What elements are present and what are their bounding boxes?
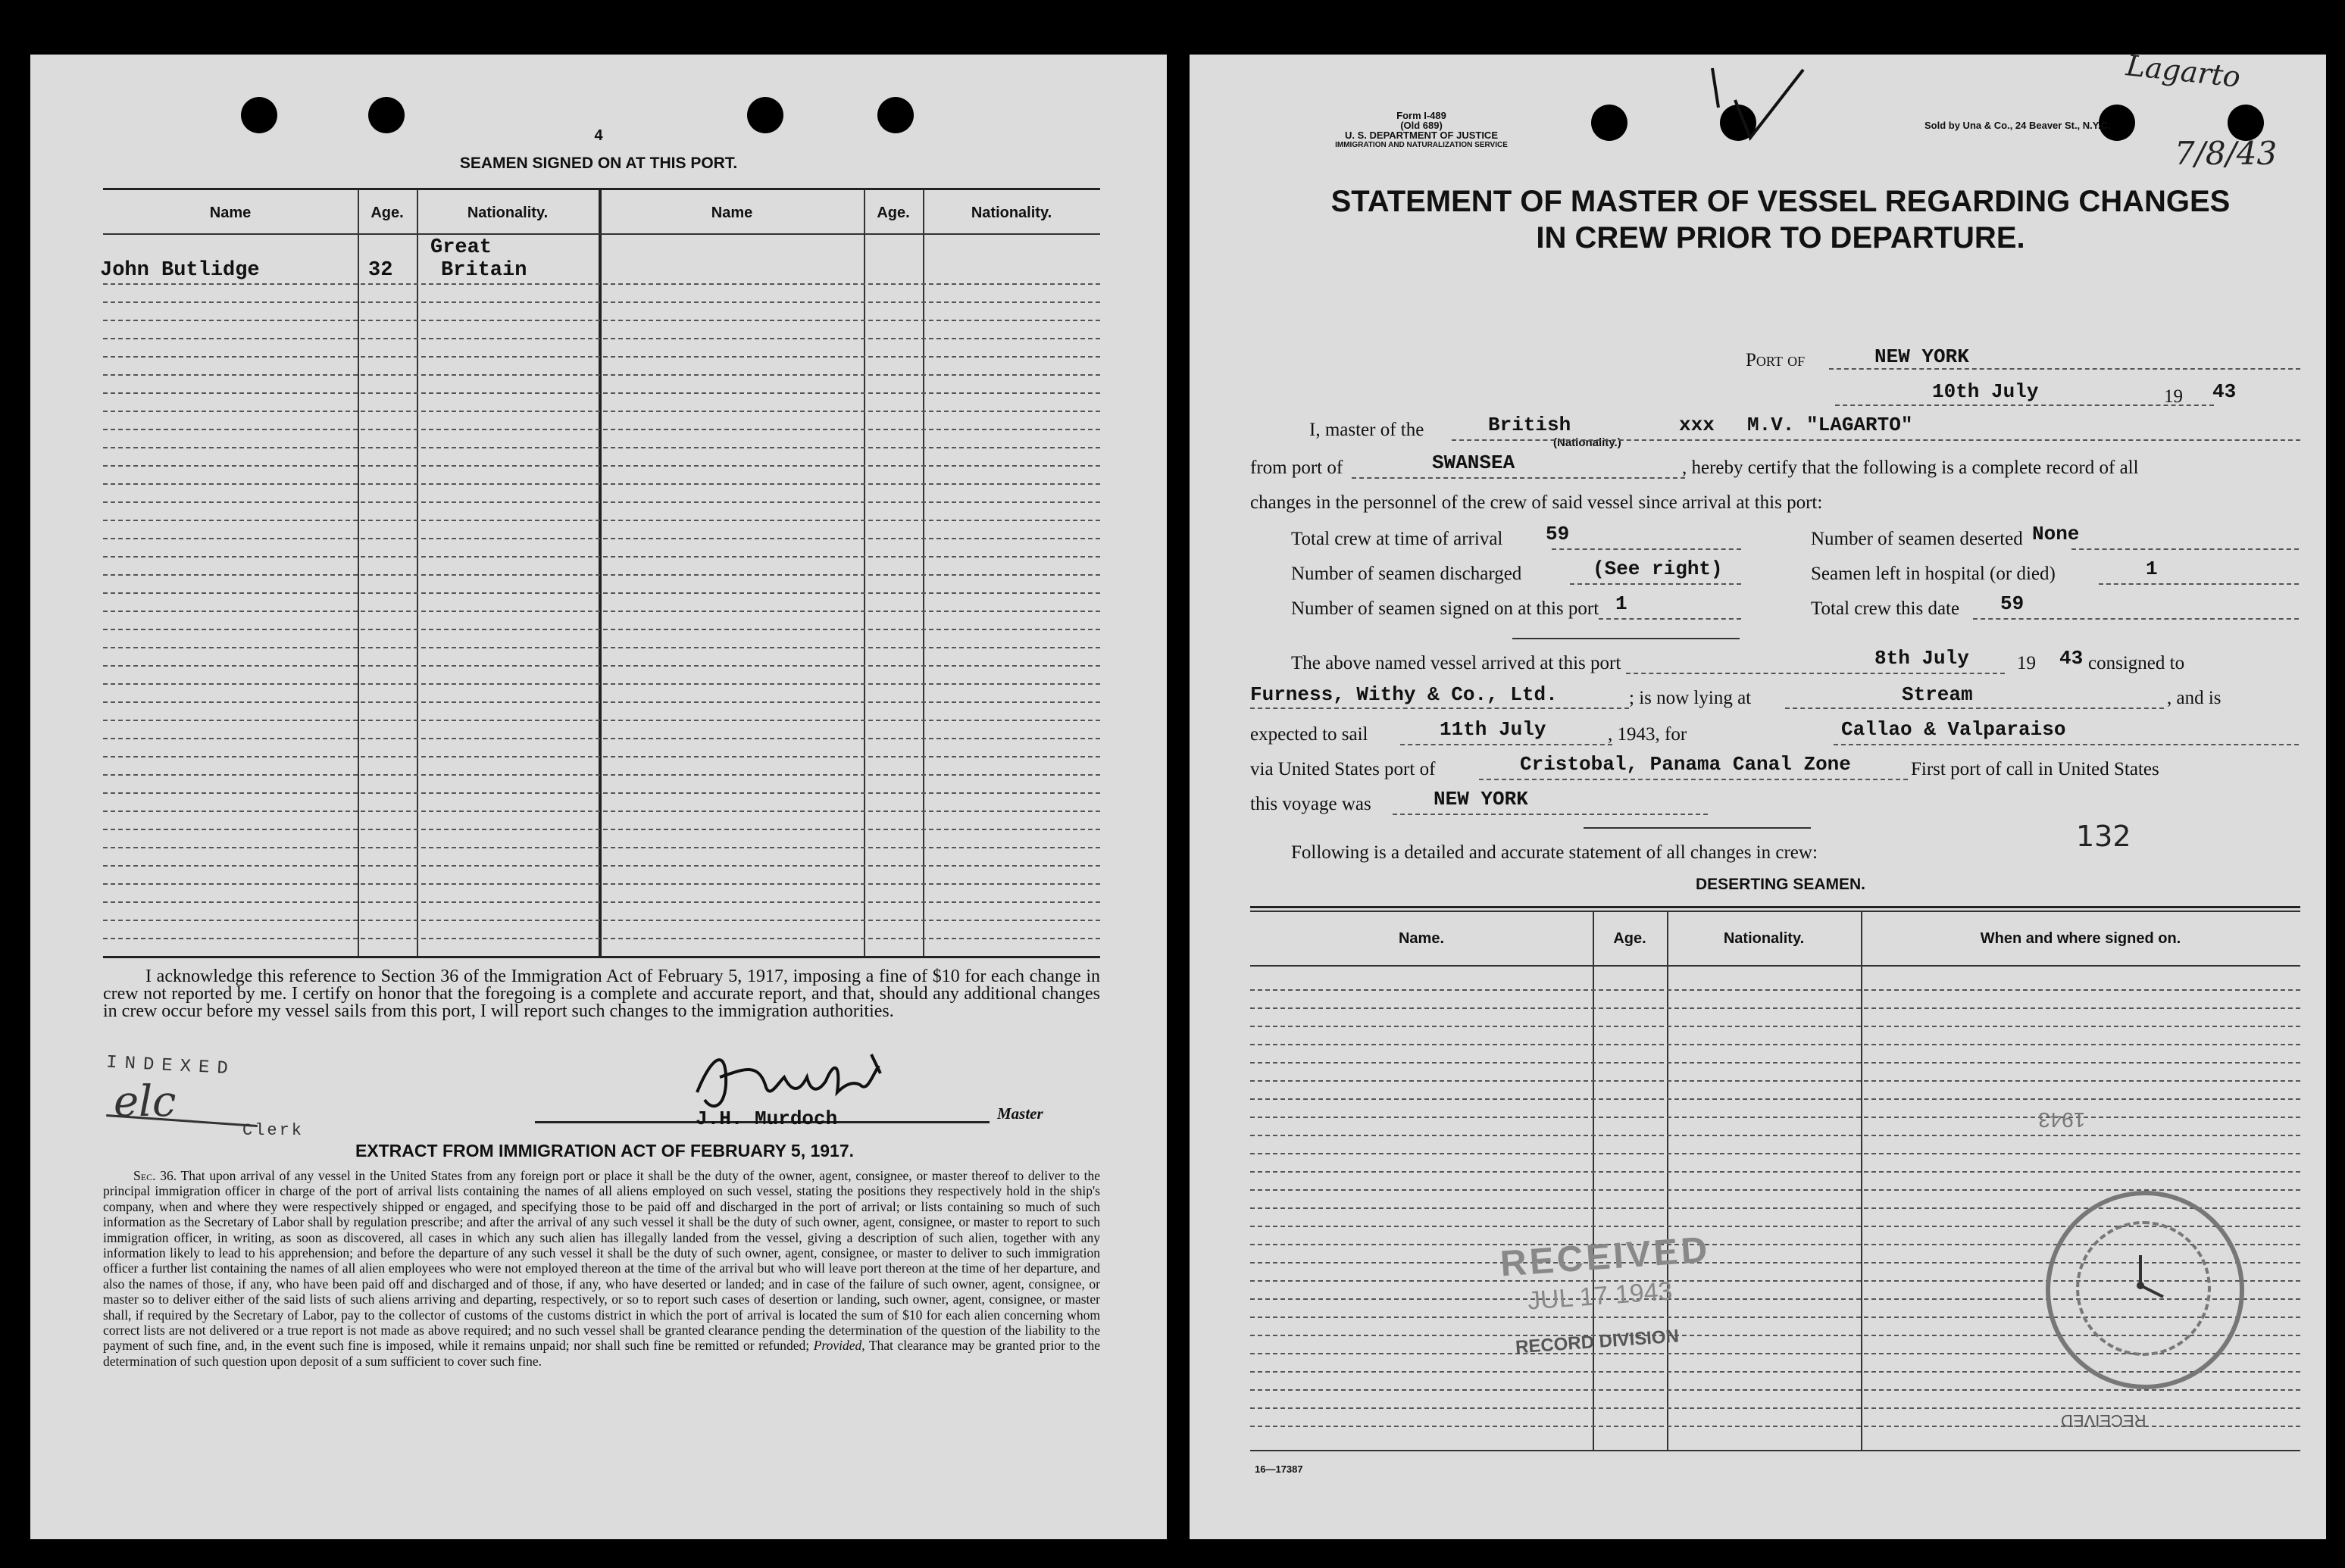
table-row xyxy=(103,356,1100,358)
via-label: via United States port of xyxy=(1250,759,1436,779)
value-line xyxy=(1973,618,2299,620)
table-row xyxy=(103,465,1100,467)
via-value: Cristobal, Panama Canal Zone xyxy=(1520,753,1851,776)
col-header-age: Age. xyxy=(877,205,910,221)
handwritten-number: 132 xyxy=(2076,820,2131,853)
table-row xyxy=(1250,1135,2300,1136)
hospital-label: Seamen left in hospital (or died) xyxy=(1811,564,2056,584)
table-row xyxy=(103,374,1100,376)
discharged-value: (See right) xyxy=(1593,558,1723,580)
col-header-name: Name xyxy=(209,205,252,221)
and-is: , and is xyxy=(2167,688,2221,708)
col-header-age: Age. xyxy=(371,205,404,221)
form-number: Form I-489 xyxy=(1396,110,1446,121)
table-top-rule xyxy=(1250,906,2300,908)
section-36-proviso: That clearance may be granted prior to the determination of such question upon deposit of a sum sufficient to cover such fine. xyxy=(103,1338,1101,1369)
total-crew-arrival-label: Total crew at time of arrival xyxy=(1291,529,1503,549)
handwritten-vessel-name: Lagarto xyxy=(2125,48,2243,94)
master-typed-name: J.H. Murdoch xyxy=(696,1107,838,1130)
table-row xyxy=(103,647,1100,648)
table-row xyxy=(103,865,1100,867)
table-row xyxy=(103,574,1100,576)
header-rule xyxy=(1250,965,2300,967)
from-port-value: SWANSEA xyxy=(1432,451,1515,474)
col-divider xyxy=(358,189,359,956)
port-line xyxy=(1829,368,2300,370)
nationality-caption: (Nationality.) xyxy=(1553,436,1621,449)
right-page xyxy=(1190,48,2326,1539)
voyage-label: this voyage was xyxy=(1250,794,1371,814)
row-name: John Butlidge xyxy=(100,259,260,282)
check-mark xyxy=(1705,62,1811,145)
table-row xyxy=(1250,1389,2300,1391)
left-page xyxy=(30,55,1167,1539)
col-header-nationality: Nationality. xyxy=(467,205,549,221)
table-row xyxy=(103,447,1100,448)
table-row xyxy=(103,538,1100,539)
master-label: Master xyxy=(997,1104,1043,1123)
punch-hole xyxy=(877,97,914,133)
punch-hole xyxy=(368,97,405,133)
seller-note: Sold by Una & Co., 24 Beaver St., N.Y.C. xyxy=(1924,120,2111,131)
service-name: IMMIGRATION AND NATURALIZATION SERVICE xyxy=(1335,141,1508,149)
table-row xyxy=(103,701,1100,703)
table-row xyxy=(1250,1153,2300,1154)
table-row xyxy=(103,556,1100,558)
table-row xyxy=(103,429,1100,430)
table-row xyxy=(103,411,1100,412)
table-row xyxy=(1250,1080,2300,1082)
handwritten-initials: elc xyxy=(114,1077,177,1126)
punch-hole xyxy=(241,97,277,133)
record-division-stamp: RECORD DIVISION xyxy=(1515,1326,1680,1358)
extract-heading: EXTRACT FROM IMMIGRATION ACT OF FEBRUARY 5, 1917. xyxy=(355,1141,855,1160)
arrived-line xyxy=(1626,673,2005,674)
table-row xyxy=(103,920,1100,921)
signed-on-label: Number of seamen signed on at this port xyxy=(1291,598,1599,619)
table-row xyxy=(103,756,1100,757)
total-crew-date-label: Total crew this date xyxy=(1811,598,1960,619)
col-divider xyxy=(1593,912,1594,1450)
table-row xyxy=(103,301,1100,303)
value-line xyxy=(1570,583,1741,585)
table-row xyxy=(1250,1062,2300,1064)
arrived-value: 8th July xyxy=(1874,647,1969,670)
table-row xyxy=(103,901,1100,903)
consignee-line xyxy=(1250,707,1629,709)
col-header-nationality: Nationality. xyxy=(1723,930,1805,947)
lying-line xyxy=(1785,707,2164,709)
consigned-label: consigned to xyxy=(2088,653,2185,673)
signed-on-value: 1 xyxy=(1615,592,1627,615)
footer-code: 16—17387 xyxy=(1255,1463,1303,1475)
deserted-value: None xyxy=(2032,523,2080,545)
consignee-value: Furness, Withy & Co., Ltd. xyxy=(1250,683,1558,706)
mirrored-received-stamp: RECEIVED xyxy=(2061,1411,2146,1430)
received-stamp: RECEIVED xyxy=(1499,1229,1712,1285)
arrived-label: The above named vessel arrived at this port xyxy=(1291,653,1621,673)
year-value: 43 xyxy=(2212,380,2237,403)
mirrored-year-stamp: 1943 xyxy=(2038,1108,2086,1132)
form-old-number: (Old 689) xyxy=(1400,120,1443,131)
expected-year: , 1943, for xyxy=(1608,724,1687,745)
col-header-nationality: Nationality. xyxy=(971,205,1052,221)
hospital-value: 1 xyxy=(2146,558,2158,580)
arrived-year-prefix: 19 xyxy=(2017,653,2036,673)
table-row xyxy=(1250,1007,2300,1009)
table-row xyxy=(1250,1171,2300,1173)
table-bottom-rule xyxy=(1250,1450,2300,1451)
row-nationality-line1: Great xyxy=(430,236,492,259)
table-bottom-rule xyxy=(103,956,1100,958)
table-row xyxy=(103,501,1100,503)
nationality-value: British xyxy=(1488,414,1571,436)
header-rule xyxy=(103,233,1100,235)
expected-value: 11th July xyxy=(1440,718,1546,741)
table-row xyxy=(1250,1407,2300,1409)
table-row xyxy=(103,592,1100,594)
deserted-label: Number of seamen deserted xyxy=(1811,529,2023,549)
table-row xyxy=(103,938,1100,939)
arrived-year-value: 43 xyxy=(2059,647,2084,670)
value-line xyxy=(2099,583,2299,585)
clerk-stamp: Clerk xyxy=(242,1121,305,1140)
lying-label: ; is now lying at xyxy=(1629,688,1752,708)
table-top-rule xyxy=(103,188,1100,190)
received-stamp-date: JUL 17 1943 xyxy=(1526,1276,1674,1316)
from-port-label: from port of xyxy=(1250,458,1343,478)
vessel-prefix: xxx xyxy=(1679,414,1715,436)
port-value: NEW YORK xyxy=(1874,345,1969,368)
handwritten-date: 7/8/43 xyxy=(2175,135,2278,172)
certify-text: , hereby certify that the following is a complete record of all xyxy=(1682,458,2139,478)
total-crew-arrival-value: 59 xyxy=(1546,523,1570,545)
table-row xyxy=(1250,1044,2300,1045)
expected-label: expected to sail xyxy=(1250,724,1368,745)
table-row xyxy=(1250,989,2300,991)
table-row xyxy=(103,829,1100,830)
table-row xyxy=(103,283,1100,285)
master-line xyxy=(1452,439,2300,441)
port-label: Port of xyxy=(1746,350,1806,370)
voyage-value: NEW YORK xyxy=(1434,788,1528,811)
table-row xyxy=(103,611,1100,612)
col-header-name: Name xyxy=(711,205,753,221)
table-row xyxy=(103,811,1100,812)
table-row xyxy=(103,883,1100,885)
date-line xyxy=(1835,404,2214,406)
master-of-label: I, master of the xyxy=(1309,420,1424,440)
lying-value: Stream xyxy=(1902,683,1973,706)
via-line xyxy=(1479,779,1908,780)
col-divider xyxy=(1667,912,1668,1450)
row-nationality-line2: Britain xyxy=(441,259,527,282)
section-36-label: Sec. 36. xyxy=(133,1168,177,1183)
table-top-rule-2 xyxy=(1250,911,2300,912)
col-divider xyxy=(1861,912,1862,1450)
date-value: 10th July xyxy=(1932,380,2039,403)
table-row xyxy=(103,738,1100,739)
section-36-text xyxy=(103,1168,1100,1369)
destination-line xyxy=(1834,744,2299,745)
seal-clock-icon xyxy=(2099,1244,2182,1327)
table-row xyxy=(103,792,1100,794)
expected-line xyxy=(1400,744,1612,745)
punch-hole xyxy=(747,97,783,133)
col-divider-center xyxy=(599,189,602,956)
col-divider xyxy=(417,189,418,956)
row-age: 32 xyxy=(368,259,393,282)
form-title xyxy=(1250,183,2311,256)
certify-text-2: changes in the personnel of the crew of said vessel since arrival at this port: xyxy=(1250,492,1823,513)
table-row xyxy=(103,520,1100,521)
table-row xyxy=(103,483,1100,485)
col-header-name: Name. xyxy=(1398,930,1445,947)
table-row xyxy=(103,320,1100,321)
table-row xyxy=(103,338,1100,339)
title-line-1: STATEMENT OF MASTER OF VESSEL REGARDING CHANGES xyxy=(1330,185,2231,218)
section-heading: SEAMEN SIGNED ON AT THIS PORT. xyxy=(459,155,738,172)
col-divider xyxy=(864,189,865,956)
short-rule xyxy=(1512,638,1740,639)
total-crew-date-value: 59 xyxy=(2000,592,2025,615)
table-row xyxy=(103,683,1100,685)
form-header xyxy=(1308,111,1535,150)
col-header-when-where: When and where signed on. xyxy=(1980,930,2181,947)
table-row xyxy=(103,847,1100,848)
title-line-2: IN CREW PRIOR TO DEPARTURE. xyxy=(1536,221,2025,255)
department-name: U. S. DEPARTMENT OF JUSTICE xyxy=(1345,130,1498,141)
destination-value: Callao & Valparaiso xyxy=(1841,718,2066,741)
table-row xyxy=(103,665,1100,667)
punch-hole xyxy=(1591,105,1627,141)
vessel-value: M.V. "LAGARTO" xyxy=(1747,414,1913,436)
value-line xyxy=(1599,618,1741,620)
deserting-heading: DESERTING SEAMEN. xyxy=(1695,876,1866,893)
table-row xyxy=(1250,1026,2300,1027)
following-text: Following is a detailed and accurate statement of all changes in crew: xyxy=(1291,842,1818,863)
value-line xyxy=(1552,548,1741,550)
first-port-label: First port of call in United States xyxy=(1911,759,2159,779)
voyage-line xyxy=(1393,814,1708,815)
section-36-body: That upon arrival of any vessel in the United States from any foreign port or place it shall be the duty of the owner, agent, consignee, or master thereof to deliver to the principal immigration officer in charge of the port of arrival lists containing the names of all aliens employed on such vessel, stating the positions they respectively hold in the ship's company, when and where they were respectively shipped or engaged, and specifying those to be paid off and discharged in the port of arrival; or lists containing so much of such information as the Secretary of Labor shall by regulation prescribe; and after the arrival of any such vessel it shall be the duty of such owner, agent, consignee, or master to report to such immigration officer, in writing, as soon as discovered, all cases in which any such alien has illegally landed from the vessel, giving a description of such alien, together with any information likely to lead to his apprehension; and before the departure of any such vessel it shall be the duty of such owner, agent, consignee, or master to deliver to such immigration officer a further list containing the names of all alien employees who were not employed thereon at the time of the arrival but who will leave port thereon at the time of her departure, and also the names of those, if any, who have been paid off and discharged and of those, if any, who have deserted or landed; and in case of the failure of such owner, agent, consignee, or master so to deliver either of the said lists of such aliens arriving and departing, respectively, or so to report such cases of desertion or landing, such owner, agent, consignee, or master shall, if required by the Secretary of Labor, pay to the collector of customs of the customs district in which the port of arrival is located the sum of $10 for each alien concerning whom correct lists are not delivered or a true report is not made as above required; and no such vessel shall be granted clearance pending the determination of the question of the liability to the payment of such fine, and, in the event such fine is imposed, while it remains unpaid; nor shall such fine be remitted or refunded; xyxy=(103,1168,1100,1354)
page-number: 4 xyxy=(594,127,603,144)
section-36-proviso-label: Provided, xyxy=(813,1338,865,1354)
from-port-line xyxy=(1352,477,1685,479)
table-row xyxy=(103,629,1100,630)
table-row xyxy=(1250,1117,2300,1118)
year-prefix: 19 xyxy=(2164,386,2183,407)
short-rule xyxy=(1584,827,1811,829)
acknowledgement-text: I acknowledge this reference to Section 36 of the Immigration Act of February 5, 1917, imposing a fine of $10 for each change in crew not reported by me. I certify on honor that the foregoing is a complete and accurate report, and that, should any additional changes in crew occur before my vessel sails from this port, I will report such changes to the immigration authorities. xyxy=(103,967,1100,1021)
col-header-age: Age. xyxy=(1613,930,1646,947)
indexed-stamp: INDEXED xyxy=(105,1052,236,1080)
value-line xyxy=(2071,548,2299,550)
col-divider xyxy=(923,189,924,956)
table-row xyxy=(103,720,1100,721)
table-row xyxy=(103,774,1100,776)
table-row xyxy=(103,392,1100,394)
table-row xyxy=(1250,1098,2300,1100)
discharged-label: Number of seamen discharged xyxy=(1291,564,1522,584)
